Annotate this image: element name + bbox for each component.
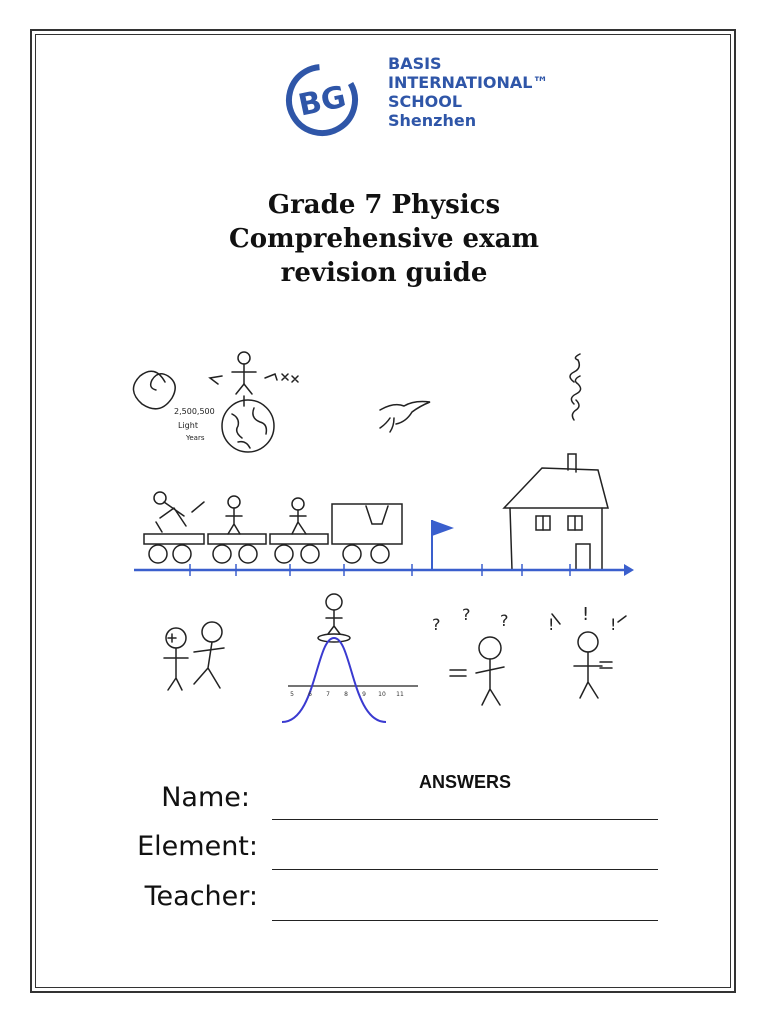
distance-unit-2: Years [186,434,205,442]
wave-rider-icon [318,594,350,642]
house-icon [504,454,608,570]
train-icon [144,504,402,563]
exclamation-mark-2: ! [582,604,590,625]
bird-icon [380,402,430,433]
wave-tick-5: 5 [290,691,294,698]
distance-unit-1: Light [178,421,198,430]
title-line3: revision guide [280,258,488,288]
wave-tick-10: 10 [378,691,386,698]
chimney-smoke-icon [570,354,581,420]
wave-tick-9: 9 [362,691,366,698]
train-passengers-icon [154,492,306,534]
question-mark-3: ? [500,611,509,630]
distance-note: 2,500,500 [174,407,215,416]
question-mark-1: ? [432,615,441,634]
wave-graph [282,638,418,722]
wave-tick-8: 8 [344,691,348,698]
question-mark-2: ? [462,605,471,624]
school-name-line4: Shenzhen [388,111,477,130]
floating-figure-icon [210,352,298,406]
school-name-line2: INTERNATIONAL™ [388,73,549,92]
stick-figures-icon [164,622,224,690]
exclamation-mark-3: ! [610,615,617,634]
flag-icon [432,520,454,570]
physics-illustration [120,330,660,750]
element-label: Element: [137,831,258,862]
name-label: Name: [161,782,250,813]
name-value: ANSWERS [418,772,511,792]
wave-tick-6: 6 [308,691,312,698]
teacher-label: Teacher: [144,881,258,912]
confused-figure-icon [450,637,504,705]
title-line2: Comprehensive exam [229,224,539,254]
school-name-line1: BASIS [388,54,442,73]
school-name-line3: SCHOOL [388,92,463,111]
page-title [0,188,768,290]
school-name [388,54,548,130]
teacher-field[interactable] [272,920,658,921]
galaxy-icon [133,371,175,409]
logo-monogram: BG [295,79,350,124]
wave-tick-7: 7 [326,691,330,698]
element-field[interactable] [272,869,658,870]
exclamation-mark-1: ! [548,615,555,634]
title-line1: Grade 7 Physics [267,190,501,220]
wave-tick-11: 11 [396,691,404,698]
name-field[interactable] [272,819,658,820]
earth-icon [222,400,274,452]
